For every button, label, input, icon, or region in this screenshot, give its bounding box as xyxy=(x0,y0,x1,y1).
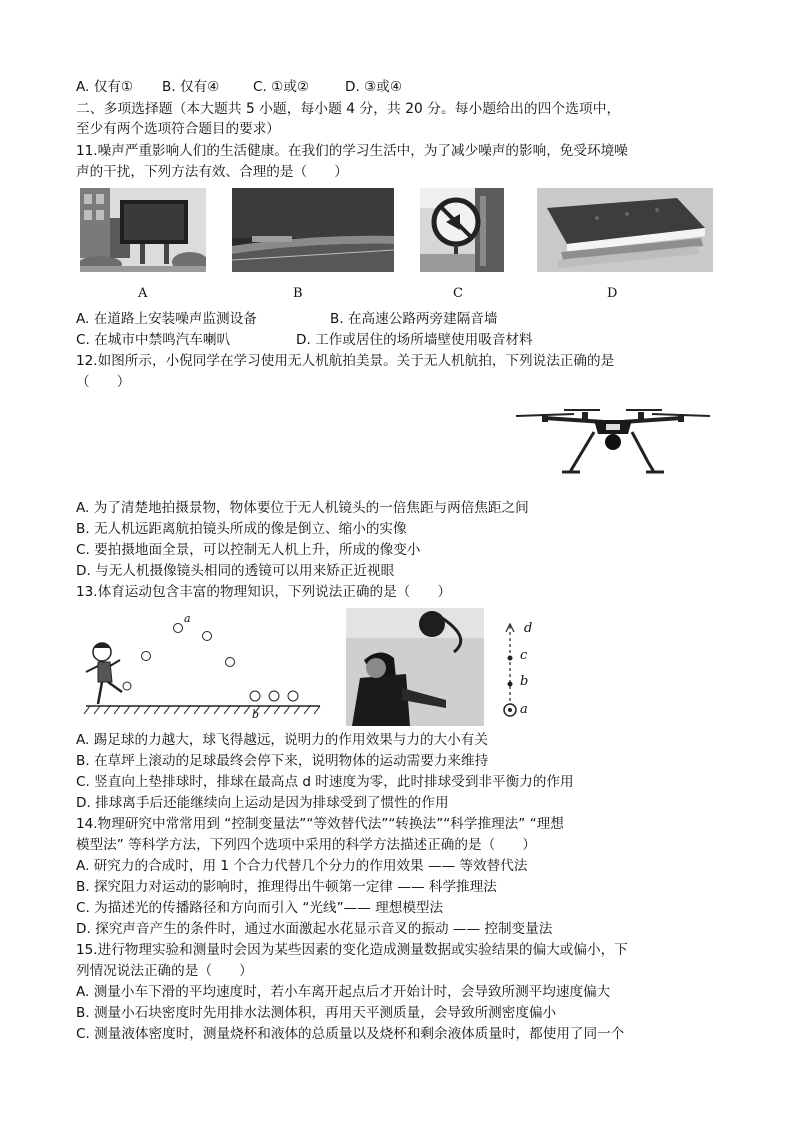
prev-option-c: C. ①或② xyxy=(253,79,310,95)
q11-caption-d: D xyxy=(607,286,618,301)
q11-caption-c: C xyxy=(453,286,463,301)
q11-stem-line2: 声的干扰，下列方法有效、合理的是（ ） xyxy=(76,164,348,180)
q12-option-c: C. 要拍摄地面全景，可以控制无人机上升，所成的像变小 xyxy=(76,542,421,558)
q13-label-ball-a: a xyxy=(184,612,191,625)
q12-option-d: D. 与无人机摄像镜头相同的透镜可以用来矫正近视眼 xyxy=(76,563,395,579)
q11-caption-a: A xyxy=(138,286,148,301)
q13-football-figure xyxy=(80,610,330,726)
q13-stem: 13.体育运动包含丰富的物理知识，下列说法正确的是（ ） xyxy=(76,584,452,600)
q14-option-c: C. 为描述光的传播路径和方向而引入 “光线”—— 理想模型法 xyxy=(76,900,444,916)
q12-drone-figure xyxy=(514,404,712,478)
q11-photo-b xyxy=(232,188,394,272)
q11-photo-a xyxy=(80,188,206,272)
prev-option-a: A. 仅有① xyxy=(76,79,134,95)
q15-stem-line1: 15.进行物理实验和测量时会因为某些因素的变化造成测量数据或实验结果的偏大或偏小，下 xyxy=(76,942,628,958)
q11-photo-d xyxy=(537,188,713,272)
q11-option-b: B. 在高速公路两旁建隔音墙 xyxy=(330,311,498,327)
q13-option-a: A. 踢足球的力越大，球飞得越远，说明力的作用效果与力的大小有关 xyxy=(76,732,488,748)
q14-stem-line1: 14.物理研究中常常用到 “控制变量法”“等效替代法”“转换法”“科学推理法” “理想 xyxy=(76,816,564,832)
q11-option-a: A. 在道路上安装噪声监测设备 xyxy=(76,311,257,327)
section2-line2: 至少有两个选项符合题目的要求） xyxy=(76,121,280,137)
q12-option-a: A. 为了清楚地拍摄景物，物体要位于无人机镜头的一倍焦距与两倍焦距之间 xyxy=(76,500,529,516)
q12-stem-line1: 12.如图所示，小倪同学在学习使用无人机航拍美景。关于无人机航拍，下列说法正确的是 xyxy=(76,353,615,369)
q11-caption-b: B xyxy=(293,286,303,301)
q13-label-point-a: a xyxy=(520,702,528,717)
prev-option-b: B. 仅有④ xyxy=(162,79,220,95)
q15-stem-line2: 列情况说法正确的是（ ） xyxy=(76,963,253,979)
q11-photo-c xyxy=(420,188,504,272)
q14-option-b: B. 探究阻力对运动的影响时，推理得出牛顿第一定律 —— 科学推理法 xyxy=(76,879,497,895)
q12-option-b: B. 无人机远距离航拍镜头所成的像是倒立、缩小的实像 xyxy=(76,521,407,537)
prev-option-d: D. ③或④ xyxy=(345,79,403,95)
q11-option-c: C. 在城市中禁鸣汽车喇叭 xyxy=(76,332,231,348)
section2-line1: 二、多项选择题（本大题共 5 小题，每小题 4 分，共 20 分。每小题给出的四个选项中， xyxy=(76,101,621,117)
q15-option-b: B. 测量小石块密度时先用排水法测体积，再用天平测质量，会导致所测密度偏小 xyxy=(76,1005,557,1021)
q14-option-a: A. 研究力的合成时，用 1 个合力代替几个分力的作用效果 —— 等效替代法 xyxy=(76,858,528,874)
q13-volleyball-photo xyxy=(346,608,484,726)
q13-label-ground-b: b xyxy=(252,708,260,721)
q15-option-a: A. 测量小车下滑的平均速度时，若小车离开起点后才开始计时，会导致所测平均速度偏大 xyxy=(76,984,611,1000)
q14-option-d: D. 探究声音产生的条件时，通过水面激起水花显示音叉的振动 —— 控制变量法 xyxy=(76,921,553,937)
q12-stem-line2: （ ） xyxy=(76,374,131,390)
q13-label-point-d: d xyxy=(524,621,533,636)
q14-stem-line2: 模型法” 等科学方法，下列四个选项中采用的科学方法描述正确的是（ ） xyxy=(76,837,536,853)
q13-option-b: B. 在草坪上滚动的足球最终会停下来，说明物体的运动需要力来维持 xyxy=(76,753,489,769)
q11-stem-line1: 11.噪声严重影响人们的生活健康。在我们的学习生活中，为了减少噪声的影响，免受环境噪 xyxy=(76,143,628,159)
q13-label-point-b: b xyxy=(520,674,529,689)
q15-option-c: C. 测量液体密度时，测量烧杯和液体的总质量以及烧杯和剩余液体质量时，都使用了同一个 xyxy=(76,1026,625,1042)
q13-label-point-c: c xyxy=(520,648,528,663)
q11-option-d: D. 工作或居住的场所墙壁使用吸音材料 xyxy=(296,332,533,348)
q13-option-c: C. 竖直向上垫排球时，排球在最高点 d 时速度为零，此时排球受到非平衡力的作用 xyxy=(76,774,574,790)
q13-option-d: D. 排球离手后还能继续向上运动是因为排球受到了惯性的作用 xyxy=(76,795,449,811)
